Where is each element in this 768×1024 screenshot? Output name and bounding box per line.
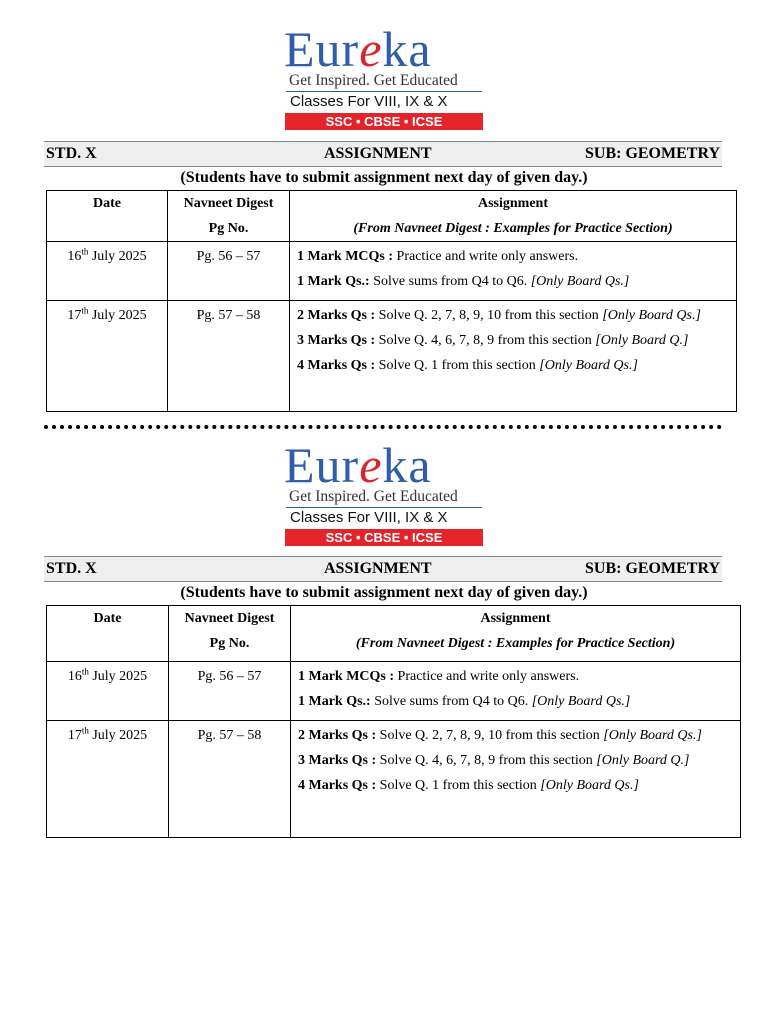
- logo-wordmark: Eureka: [284, 21, 432, 77]
- logo-tagline: Get Inspired. Get Educated: [289, 488, 458, 505]
- assignment-table: [46, 190, 737, 412]
- brand-logo: [284, 21, 484, 130]
- logo-divider: [286, 507, 482, 508]
- table-header-row: [47, 606, 741, 662]
- assignment-title: ASSIGNMENT: [324, 145, 432, 162]
- assignment-header: [44, 141, 722, 167]
- std-label: STD. X: [46, 560, 97, 577]
- table-row: [47, 301, 737, 412]
- assignment-cell: 1 Mark MCQs : Practice and write only answers. 1 Mark Qs.: Solve sums from Q4 to Q6. [Only Board Qs.]: [291, 662, 741, 721]
- logo-tagline: Get Inspired. Get Educated: [289, 72, 458, 89]
- submission-note: (Students have to submit assignment next day of given day.): [180, 584, 588, 601]
- date-cell: 17th July 2025: [47, 301, 168, 412]
- table-row: [47, 662, 741, 721]
- cut-line-divider: [44, 425, 722, 429]
- logo-divider: [286, 91, 482, 92]
- assignment-cell: 2 Marks Qs : Solve Q. 2, 7, 8, 9, 10 from this section [Only Board Qs.] 3 Marks Qs : Solve Q. 4, 6, 7, 8, 9 from this section [Only Board Q.] 4 Marks Qs : Solve Q. 1 from this section [Only Board Qs.]: [290, 301, 737, 412]
- date-cell: 16th July 2025: [47, 662, 169, 721]
- assignment-title: ASSIGNMENT: [324, 560, 432, 577]
- col-digest-header: Navneet Digest Pg No.: [168, 191, 290, 242]
- assignment-header: [44, 556, 722, 582]
- logo-classes: Classes For VIII, IX & X: [290, 93, 448, 110]
- logo-wordmark: Eureka: [284, 437, 432, 493]
- date-cell: 16th July 2025: [47, 242, 168, 301]
- table-row: [47, 242, 737, 301]
- assignment-cell: 2 Marks Qs : Solve Q. 2, 7, 8, 9, 10 from this section [Only Board Qs.] 3 Marks Qs : Solve Q. 4, 6, 7, 8, 9 from this section [Only Board Q.] 4 Marks Qs : Solve Q. 1 from this section [Only Board Qs.]: [291, 721, 741, 838]
- table-row: [47, 721, 741, 838]
- col-assignment-header: Assignment (From Navneet Digest : Examples for Practice Section): [291, 606, 741, 662]
- logo-boards-bar: SSC • CBSE • ICSE: [285, 529, 483, 546]
- assignment-cell: 1 Mark MCQs : Practice and write only answers. 1 Mark Qs.: Solve sums from Q4 to Q6. [Only Board Qs.]: [290, 242, 737, 301]
- col-digest-header: Navneet Digest Pg No.: [169, 606, 291, 662]
- logo-boards-bar: SSC • CBSE • ICSE: [285, 113, 483, 130]
- subject-label: SUB: GEOMETRY: [584, 145, 720, 162]
- pages-cell: Pg. 57 – 58: [169, 721, 291, 838]
- table-header-row: [47, 191, 737, 242]
- col-date-header: Date: [47, 191, 168, 242]
- pages-cell: Pg. 56 – 57: [168, 242, 290, 301]
- submission-note: (Students have to submit assignment next day of given day.): [180, 169, 588, 186]
- col-date-header: Date: [47, 606, 169, 662]
- subject-label: SUB: GEOMETRY: [584, 560, 720, 577]
- assignment-table: [46, 605, 741, 838]
- pages-cell: Pg. 56 – 57: [169, 662, 291, 721]
- date-cell: 17th July 2025: [47, 721, 169, 838]
- brand-logo: [284, 437, 484, 546]
- std-label: STD. X: [46, 145, 97, 162]
- col-assignment-header: Assignment (From Navneet Digest : Examples for Practice Section): [290, 191, 737, 242]
- logo-classes: Classes For VIII, IX & X: [290, 509, 448, 526]
- pages-cell: Pg. 57 – 58: [168, 301, 290, 412]
